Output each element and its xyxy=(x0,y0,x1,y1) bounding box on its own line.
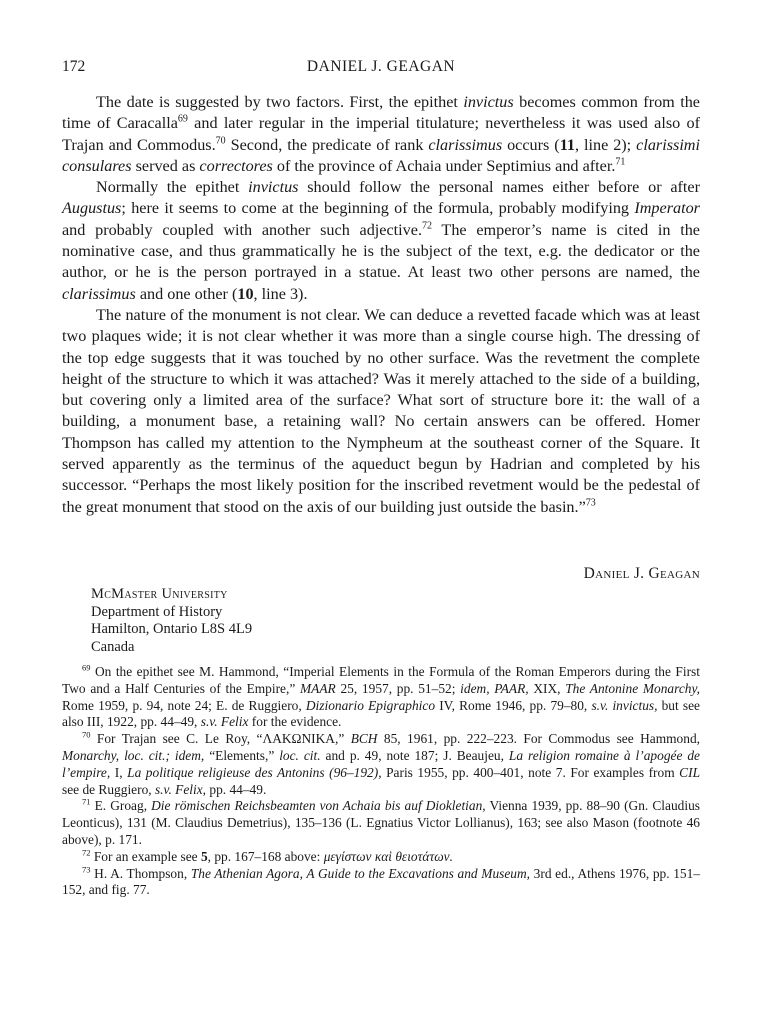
footnote-73: $^{73}$ H. A. Thompson, The Athenian Agora, A Guide to the Excavations and Museum, 3rd ed., Athens 1976, pp. 151–152, and fig. 77. xyxy=(62,864,701,898)
running-title: DANIEL J. GEAGAN xyxy=(306,58,456,75)
department-name: Department of History xyxy=(91,603,223,620)
body-paragraph: The date is suggested by two factors. First, the epithet invictus becomes common from the time of Caracalla$^{69}$ and later regular in the imperial titulature; nevertheless it was used also of Trajan and Commodus.$^{70}$ Second, the predicate of rank clarissimus occurs (11, line 2); clarissimi consulares served as correctores of the province of Achaia under Septimius and after.$^{71}$ xyxy=(62,93,700,175)
country-line: Canada xyxy=(91,638,135,655)
footnote-70: $^{70}$ For Trajan see C. Le Roy, “ΛΑΚΩΝΙΚΑ,” BCH 85, 1961, pp. 222–223. For Commodus see Hammond, Monarchy, loc. cit.; idem, “Elements,” loc. cit. and p. 49, note 187; J. Beaujeu, La religion romaine à l’apogée de l’empire, I, La politique religieuse des Antonins (96–192), Paris 1955, pp. 400–401, note 7. For examples from CIL see de Ruggiero, s.v. Felix, pp. 44–49. xyxy=(62,729,701,797)
running-head xyxy=(62,58,700,80)
city-line: Hamilton, Ontario L8S 4L9 xyxy=(91,621,253,638)
footnote-ref: 70 xyxy=(215,135,226,147)
footnote-ref: 71 xyxy=(615,156,626,168)
body-paragraph: Normally the epithet invictus should follow the personal names either before or after Augustus; here it seems to come at the beginning of the formula, probably modifying Imperator and probably coupled with another such adjective.$^{72}$ The emperor’s name is cited in the nominative case, and thus grammatically he is the subject of the text, e.g. the dedicator or the author, or he is the person portrayed in a statue. At least two other persons are named, the clarissimus and one other (10, line 3). xyxy=(62,178,700,303)
footnotes xyxy=(62,664,700,899)
footnote-ref: 69 xyxy=(177,113,188,125)
author-affiliation xyxy=(91,586,252,656)
footnote-ref: 72 xyxy=(422,220,432,232)
university-name: McMaster University xyxy=(91,586,228,602)
footnote-71: $^{71}$ E. Groag, Die römischen Reichsbeamten von Achaia bis auf Diokletian, Vienna 1939, pp. 88–90 (Gn. Claudius Leonticus), 131 (M. Claudius Demetrius), 135–136 (L. Egnatius Victor Lollianus), 163; see also Mason (footnote 46 above), p. 171. xyxy=(62,796,700,847)
page-number: 172 xyxy=(62,58,86,75)
author-signature: Daniel J. Geagan xyxy=(583,565,700,582)
article-body xyxy=(62,92,700,518)
footnote-72: $^{72}$ For an example see 5, pp. 167–168 above: μεγίστων καὶ θειοτάτων. xyxy=(82,847,453,864)
body-paragraph: The nature of the monument is not clear. We can deduce a revetted facade which was at least two plaques wide; it is not clear whether it was more than a single course high. The dressing of the top edge suggests that it was touched by no other surface. Was the revetment the complete height of the structure to which it was attached? Was it merely attached to the side of a building, but covering only a limited area of the surface? What sort of structure bore it: the wall of a building, a monument base, a retaining wall? No certain answers can be offered. Homer Thompson has called my attention to the Nympheum at the southeast corner of the Square. It served apparently as the terminus of the aqueduct begun by Hadrian and completed by his successor. “Perhaps the most likely position for the inscribed revetment would be the pedestal of the great monument that stood on the axis of our building just outside the basin.”$^{73}$ xyxy=(62,305,700,516)
footnote-ref: 73 xyxy=(585,497,596,509)
footnote-69: $^{69}$ On the epithet see M. Hammond, “Imperial Elements in the Formula of the Roman Emperors during the First Two and a Half Centuries of the Empire,” MAAR 25, 1957, pp. 51–52; idem, PAAR, XIX, The Antonine Monarchy, Rome 1959, p. 94, note 24; E. de Ruggiero, Dizionario Epigraphico IV, Rome 1946, pp. 79–80, s.v. invictus, but see also III, 1922, pp. 44–49, s.v. Felix for the evidence. xyxy=(62,662,701,730)
